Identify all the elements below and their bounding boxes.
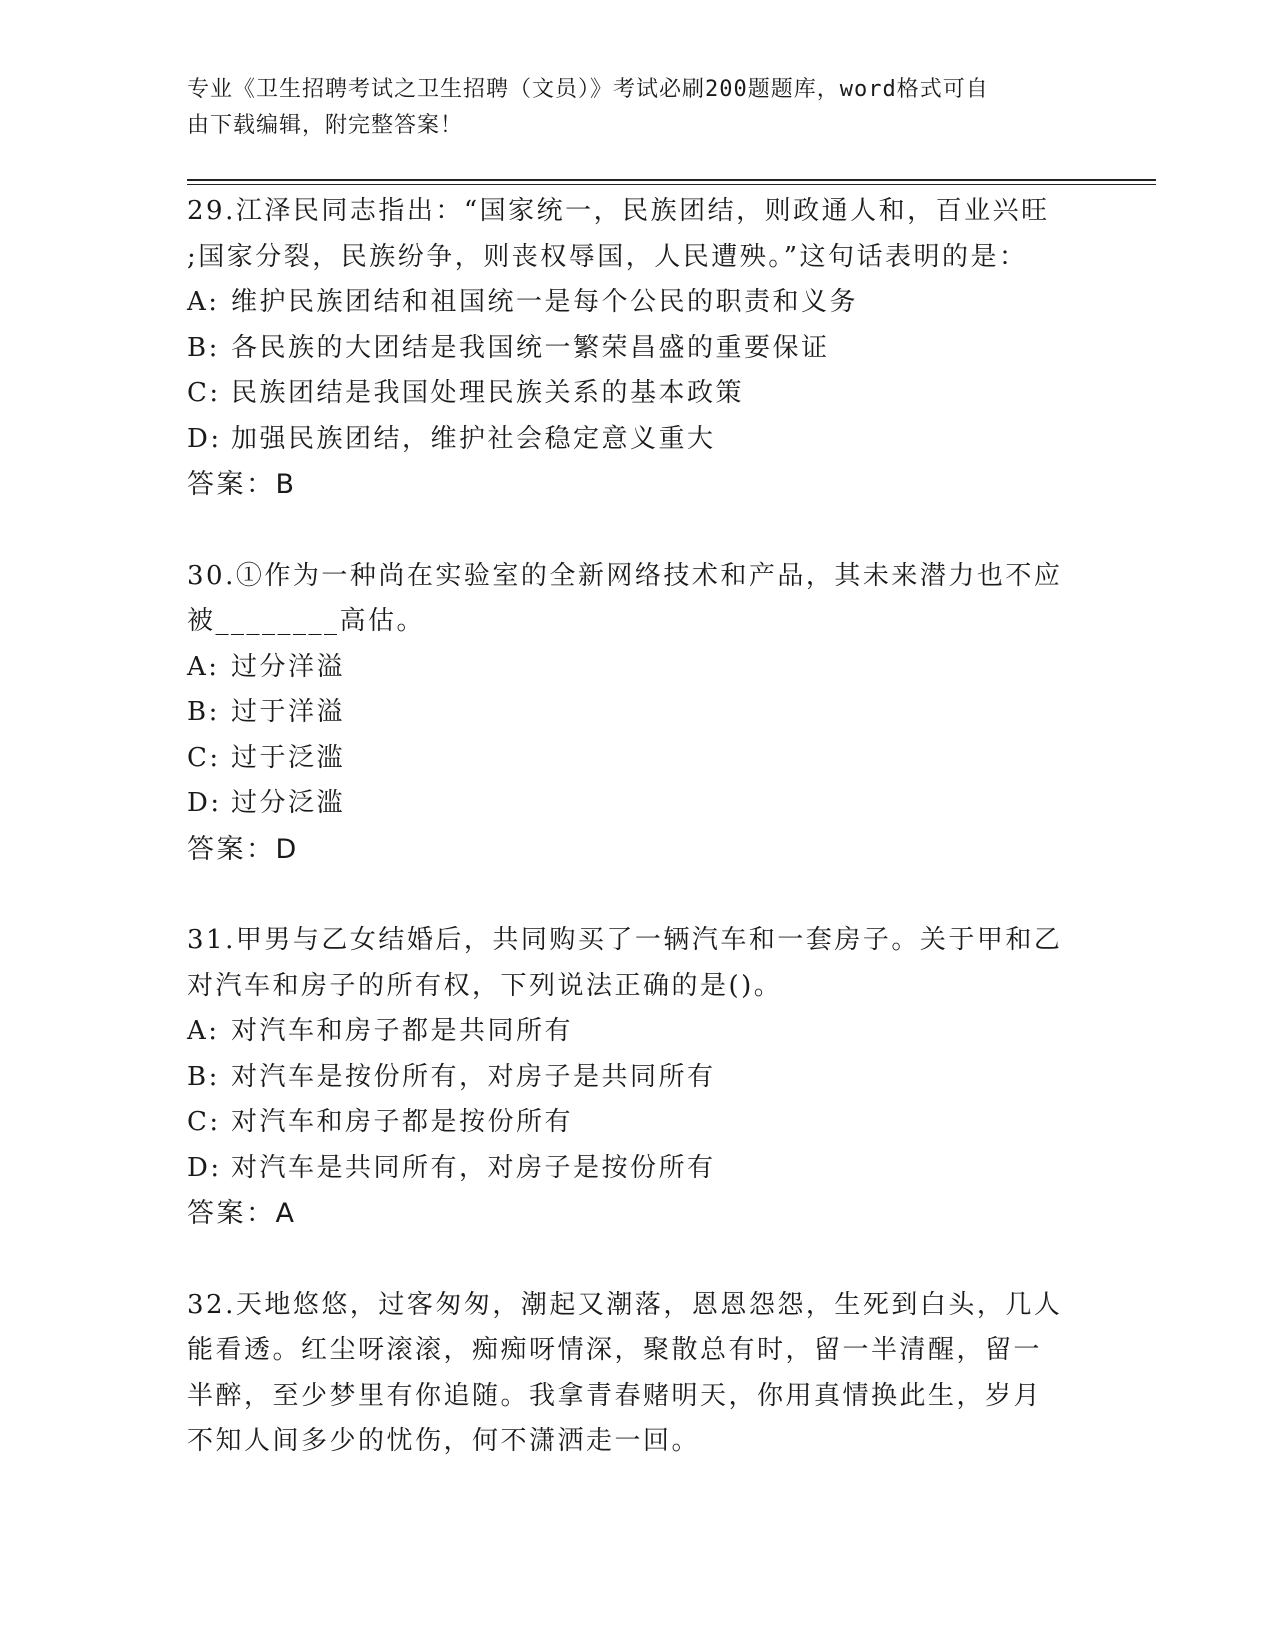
option-d [187,1146,1087,1192]
option-a [187,280,1087,326]
option-text: 加强民族团结，维护社会稳定意义重大 [231,423,716,454]
option-b [187,690,1087,736]
option-label: C: [187,378,221,408]
question-stem-line: 32.天地悠悠，过客匆匆，潮起又潮落，恩恩怨怨，生死到白头，几人 [187,1289,1063,1320]
option-label: B: [187,1061,220,1092]
question-stem-line: 29.江泽民同志指出：“国家统一，民族团结，则政通人和，百业兴旺 [187,196,1050,226]
question-stem-line: 31.甲男与乙女结婚后，共同购买了一辆汽车和一套房子。关于甲和乙 [187,925,1063,955]
option-text: 过于洋溢 [231,697,346,727]
question-stem [187,554,1087,645]
option-d [187,781,1087,827]
option-a [187,645,1087,691]
option-a [187,1009,1087,1055]
option-d [187,417,1087,463]
option-label: D: [187,1152,222,1183]
header-divider-thin [187,184,1156,185]
answer-line: 答案：B [187,469,297,500]
header-title-line-1: 专业《卫生招聘考试之卫生招聘（文员）》考试必刷200题题库，word格式可自 [187,77,989,102]
option-label: D: [187,423,222,454]
option-text: 各民族的大团结是我国统一繁荣昌盛的重要保证 [231,332,830,363]
header-title-line-2: 由下载编辑，附完整答案！ [187,113,464,138]
option-text: 过分洋溢 [231,651,346,682]
option-label: A: [187,287,220,317]
question-stem-line: 半醉，至少梦里有你追随。我拿青春赌明天，你用真情换此生，岁月 [187,1380,1043,1411]
option-c [187,371,1087,417]
answer-line: 答案：D [187,833,299,865]
option-c [187,736,1087,782]
option-label: B: [187,697,220,727]
option-text: 对汽车和房子都是共同所有 [231,1016,574,1046]
question-32 [187,1283,1087,1465]
option-text: 对汽车是按份所有，对房子是共同所有 [231,1061,716,1092]
option-text: 维护民族团结和祖国统一是每个公民的职责和义务 [231,287,859,317]
option-label: B: [187,332,220,363]
question-stem [187,918,1087,1009]
option-b [187,326,1087,372]
option-text: 过分泛滥 [231,788,346,818]
question-30 [187,554,1087,873]
question-list [187,189,1087,1511]
question-stem-line: ;国家分裂，民族纷争，则丧权辱国，人民遭殃。”这句话表明的是： [187,241,1028,272]
option-text: 对汽车是共同所有，对房子是按份所有 [231,1152,716,1183]
option-label: A: [187,651,220,682]
question-stem-line: 被________高估。 [187,606,426,636]
question-stem-line: 能看透。红尘呀滚滚，痴痴呀情深，聚散总有时，留一半清醒，留一 [187,1335,1043,1365]
option-label: C: [187,1107,221,1137]
option-label: A: [187,1016,220,1046]
option-c [187,1100,1087,1146]
document-header [187,72,1067,144]
option-text: 民族团结是我国处理民族关系的基本政策 [231,378,745,408]
option-label: D: [187,788,222,818]
question-stem-line: 不知人间多少的忧伤，何不潇洒走一回。 [187,1426,701,1456]
question-29 [187,189,1087,508]
option-text: 对汽车和房子都是按份所有 [231,1107,574,1137]
question-stem [187,189,1087,280]
answer-line: 答案：A [187,1198,297,1229]
question-stem-line: 对汽车和房子的所有权，下列说法正确的是()。 [187,970,783,1001]
header-divider-thick [187,179,1156,181]
option-b [187,1055,1087,1101]
question-stem [187,1283,1087,1465]
question-31 [187,918,1087,1237]
option-label: C: [187,742,221,773]
option-text: 过于泛滥 [231,742,346,773]
question-stem-line: 30.①作为一种尚在实验室的全新网络技术和产品，其未来潜力也不应 [187,560,1063,591]
